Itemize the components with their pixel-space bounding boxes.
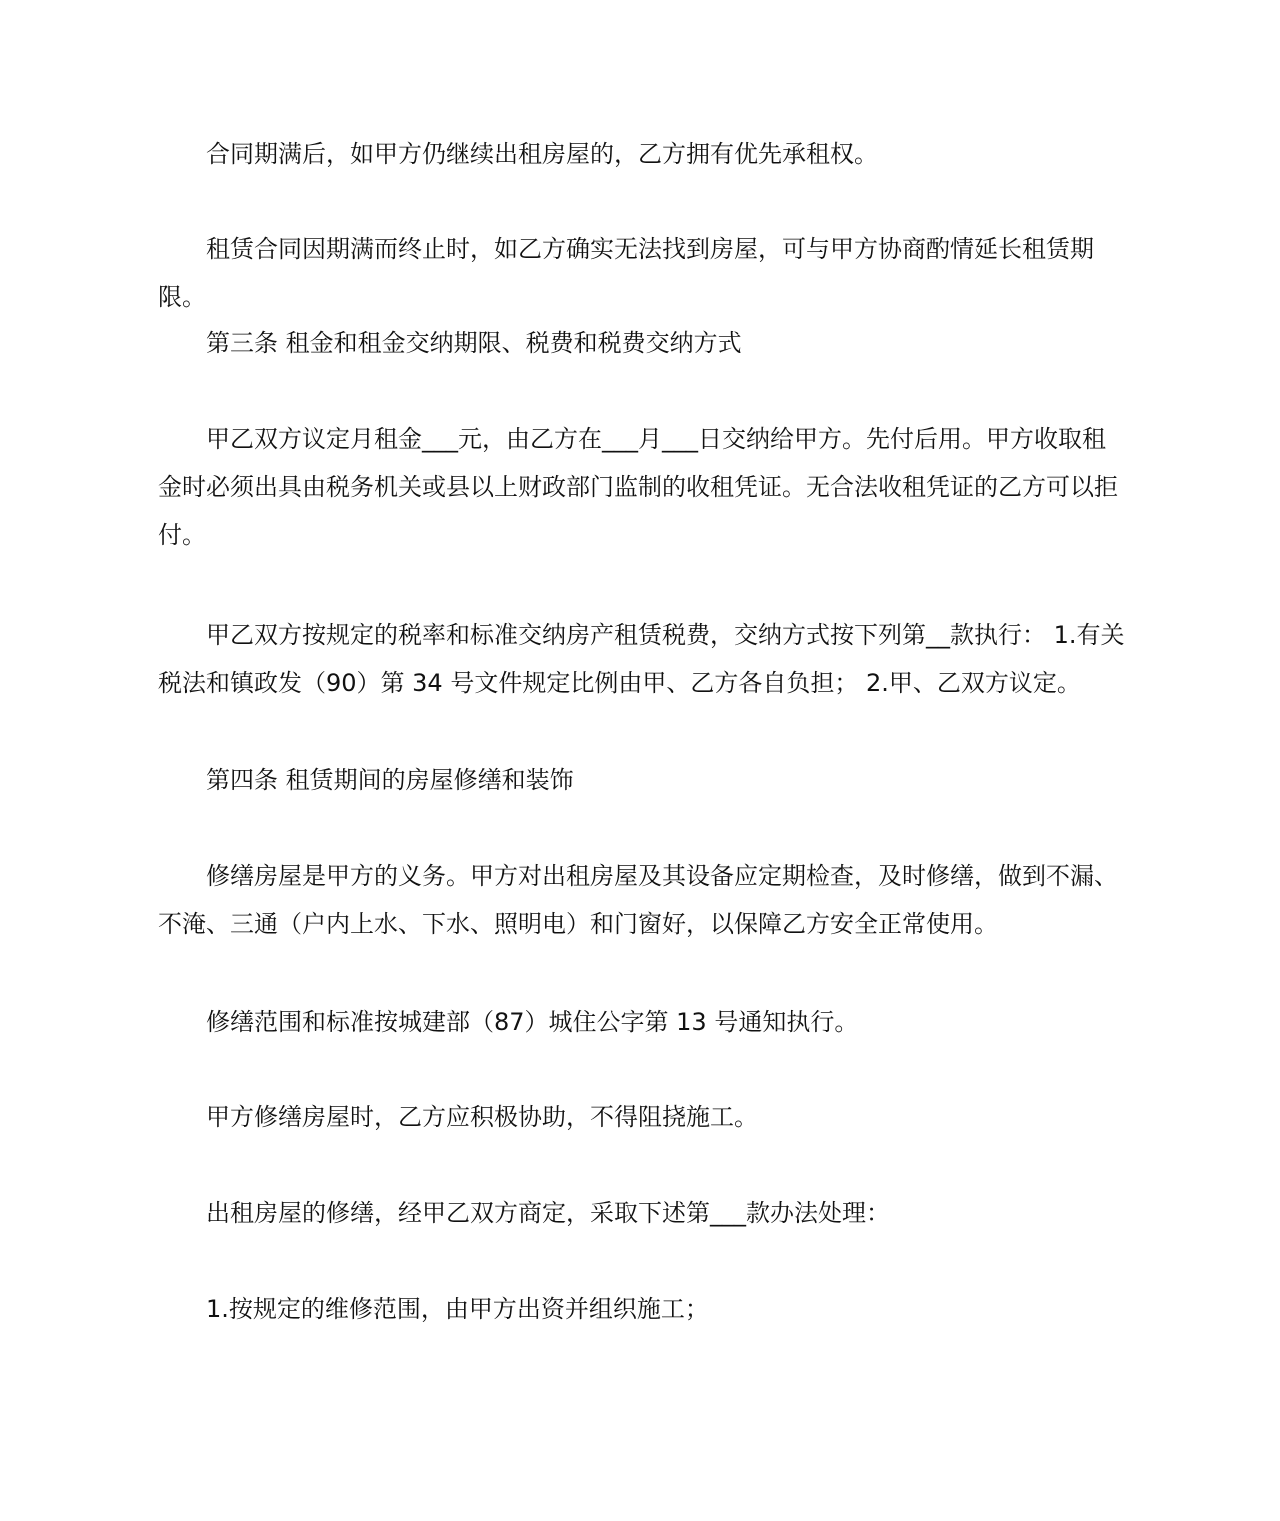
paragraph-rent-payment: 甲乙双方议定月租金___元，由乙方在___月___日交纳给甲方。先付后用。甲方收取租金时必须出具由税务机关或县以上财政部门监制的收租凭证。无合法收租凭证的乙方可以拒付。 [158, 425, 1118, 549]
paragraph-tax-payment: 甲乙双方按规定的税率和标准交纳房产租赁税费，交纳方式按下列第__款执行： 1.有关税法和镇政发（90）第 34 号文件规定比例由甲、乙方各自负担； 2.甲、乙双方议定。 [158, 621, 1125, 697]
paragraph-tenant-cooperation: 甲方修缮房屋时，乙方应积极协助，不得阻挠施工。 [206, 1103, 758, 1131]
paragraph-renewal-priority: 合同期满后，如甲方仍继续出租房屋的，乙方拥有优先承租权。 [206, 140, 878, 168]
heading-article-three: 第三条 租金和租金交纳期限、税费和税费交纳方式 [206, 329, 742, 357]
heading-article-four: 第四条 租赁期间的房屋修缮和装饰 [206, 766, 574, 794]
paragraph-lease-extension: 租赁合同因期满而终止时，如乙方确实无法找到房屋，可与甲方协商酌情延长租赁期限。 [158, 235, 1094, 311]
paragraph-repair-standard: 修缮范围和标准按城建部（87）城住公字第 13 号通知执行。 [206, 1008, 859, 1036]
paragraph-repair-option-one: 1.按规定的维修范围，由甲方出资并组织施工； [206, 1295, 709, 1323]
paragraph-repair-method: 出租房屋的修缮，经甲乙双方商定，采取下述第___款办法处理： [206, 1199, 890, 1227]
paragraph-repair-obligation: 修缮房屋是甲方的义务。甲方对出租房屋及其设备应定期检查，及时修缮，做到不漏、不淹、三通（户内上水、下水、照明电）和门窗好，以保障乙方安全正常使用。 [158, 862, 1118, 938]
